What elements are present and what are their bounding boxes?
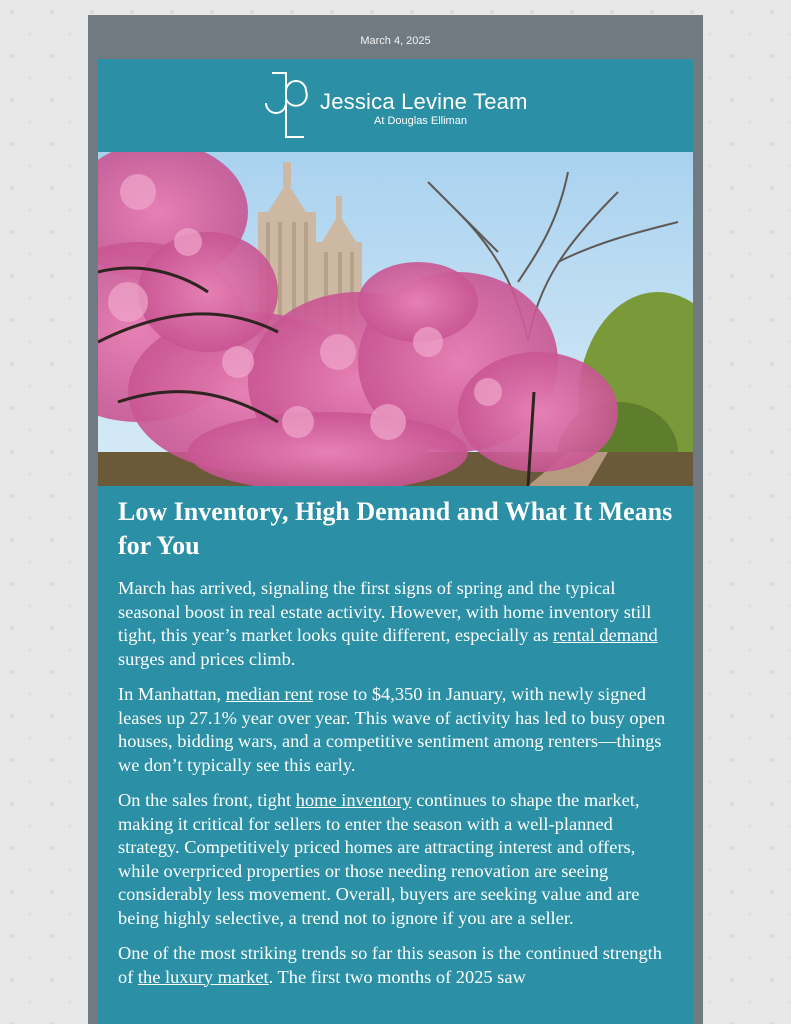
paragraph-3: On the sales front, tight home inventory continues to shape the market, making it critical for sellers to enter the season with a well-planned strategy. Competitively priced homes are attracting interest and offers, while overpriced properties or those needing renovation are seeing considerably less movement. Overall, buyers are seeking value and are being highly selective, a trend not to ignore if you are a seller. — [118, 790, 640, 928]
article — [118, 495, 673, 1001]
paragraph-1: March has arrived, signaling the first signs of spring and the typical seasonal boost in real estate activity. However, with home inventory still tight, this year’s market looks quite different, especially as rental demand surges and prices climb. — [118, 578, 658, 669]
link-luxury-market[interactable]: the luxury market — [137, 966, 269, 987]
link-rental-demand[interactable]: rental demand — [552, 625, 658, 645]
brand-header[interactable] — [98, 59, 693, 152]
brand-subtitle: At Douglas Elliman — [374, 115, 467, 127]
email-date: March 4, 2025 — [360, 35, 431, 47]
link-home-inventory[interactable]: home inventory — [295, 790, 412, 810]
paragraph-4: One of the most striking trends so far this season is the continued strength of the luxury market. The first two months of 2025 saw — [118, 943, 662, 987]
article-title: Low Inventory, High Demand and What It Means for You — [118, 497, 673, 560]
paragraph-2: In Manhattan, median rent rose to $4,350 in January, with newly signed leases up 27.1% year over year. This wave of activity has led to busy open houses, bidding wars, and a competitive sentiment among renters—things we don’t typically see this early. — [118, 684, 666, 775]
email-frame — [88, 15, 703, 1024]
hero-image[interactable] — [98, 152, 693, 486]
brand-name: Jessica Levine Team — [320, 89, 528, 114]
jl-monogram-icon — [264, 69, 308, 141]
link-median-rent[interactable]: median rent — [225, 684, 314, 704]
email-panel — [98, 59, 693, 1024]
